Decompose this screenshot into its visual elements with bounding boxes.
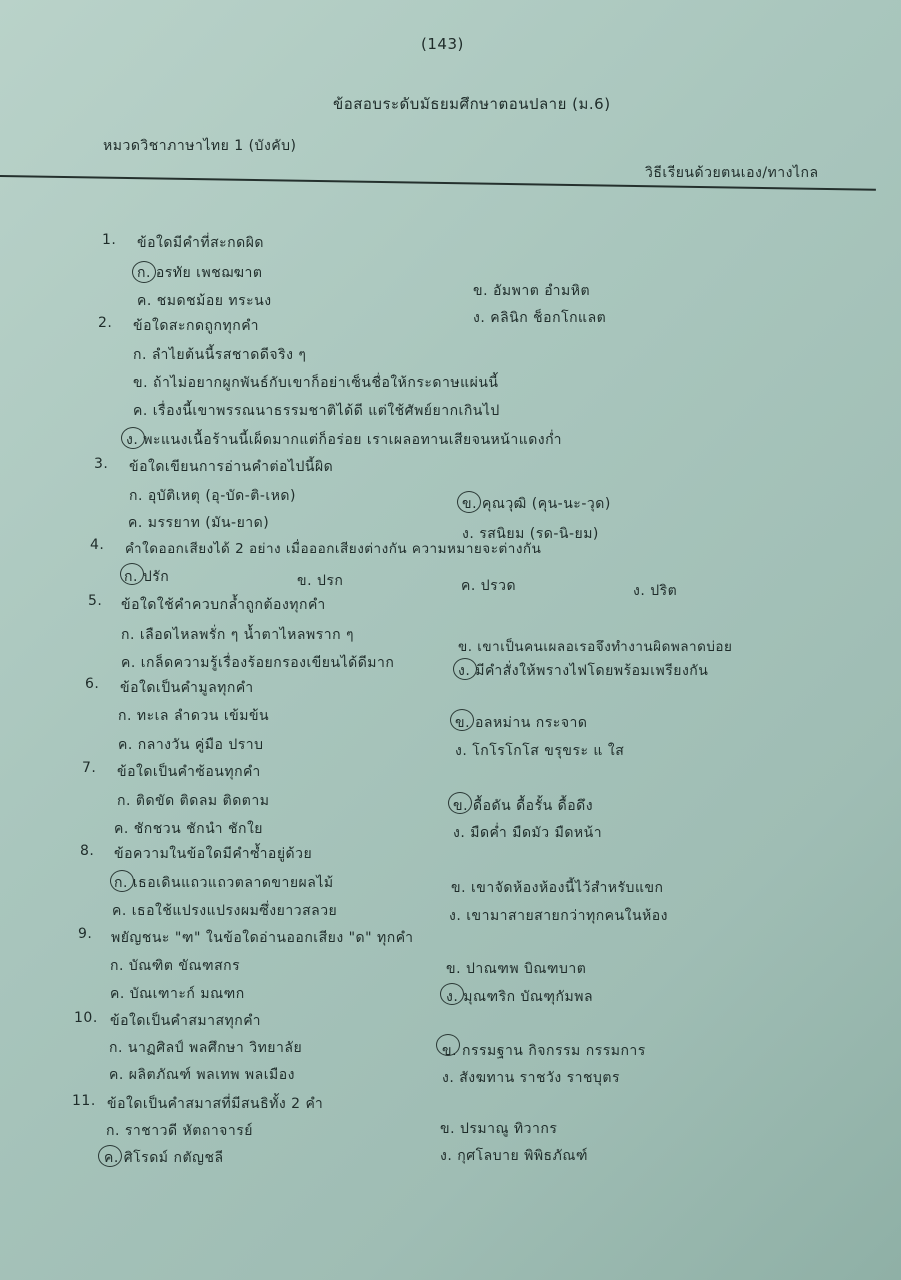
- option-c: ค. ผลิตภัณฑ์ พลเทพ พลเมือง: [109, 1067, 295, 1083]
- question-number: 5.: [88, 593, 103, 609]
- option-a: ก. อรทัย เพชฌฆาต: [137, 265, 263, 281]
- question-number: 11.: [72, 1093, 96, 1109]
- option-d: ง. มีคำสั่งให้พรางไฟโดยพร้อมเพรียงกัน: [458, 663, 709, 679]
- question-number: 7.: [82, 760, 97, 776]
- option-b: ข. กรรมฐาน กิจกรรม กรรมการ: [442, 1043, 646, 1059]
- option-c: ค. เรื่องนี้เขาพรรณนาธรรมชาติได้ดี แต่ใช้ศัพย์ยากเกินไป: [133, 403, 500, 419]
- option-b: ข. ถ้าไม่อยากผูกพันธ์กับเขาก็อย่าเซ็นชื่อให้กระดาษแผ่นนี้: [133, 375, 499, 391]
- question-text: ข้อใดเป็นคำสมาสทุกคำ: [110, 1013, 261, 1029]
- option-a: ก. ลำไยต้นนี้รสชาดดีจริง ๆ: [133, 347, 307, 363]
- option-a: ก. ราชาวดี หัตถาจารย์: [106, 1123, 253, 1139]
- question-number: 10.: [74, 1010, 98, 1026]
- option-a: ก. นาฏศิลป์ พลศึกษา วิทยาลัย: [109, 1040, 303, 1056]
- option-b: ข. อัมพาต อำมหิต: [473, 283, 591, 299]
- question-text: ข้อใดเป็นคำสมาสที่มีสนธิทั้ง 2 คำ: [107, 1096, 324, 1112]
- option-a: ก. บัณฑิต ขัณฑสกร: [110, 958, 241, 974]
- option-c: ค. เกล็ดความรู้เรื่องร้อยกรองเขียนได้ดีมาก: [121, 655, 395, 671]
- option-b: ข. ปรก: [297, 573, 344, 589]
- option-a: ก. ปรัก: [124, 569, 170, 585]
- option-d: ง. มุณฑริก บัณฑุกัมพล: [446, 989, 594, 1005]
- page-title: ข้อสอบระดับมัธยมศึกษาตอนปลาย (ม.6): [333, 95, 611, 113]
- option-a: ก. เลือดไหลพรั่ก ๆ น้ำตาไหลพราก ๆ: [121, 627, 355, 643]
- option-a: ก. ติดขัด ติดลม ติดตาม: [117, 793, 270, 809]
- option-d: ง. พะแนงเนื้อร้านนี้เผ็ดมากแต่ก็อร่อย เราเผลอทานเสียจนหน้าแดงก่ำ: [126, 432, 562, 448]
- option-a: ก. ทะเล ลำดวน เข้มข้น: [118, 708, 270, 724]
- option-c: ค. ปรวด: [461, 578, 517, 594]
- option-d: ง. คลินิก ช็อกโกแลต: [473, 310, 607, 326]
- question-text: ข้อใดเขียนการอ่านคำต่อไปนี้ผิด: [129, 459, 334, 475]
- option-d: ง. มืดค่ำ มืดมัว มืดหน้า: [453, 825, 603, 841]
- option-d: ง. รสนิยม (รด-นิ-ยม): [462, 526, 599, 542]
- option-b: ข. ปาณฑพ บิณฑบาต: [446, 961, 587, 977]
- question-number: 2.: [98, 315, 113, 331]
- option-a: ก. เธอเดินแถวแถวตลาดขายผลไม้: [114, 875, 334, 891]
- option-d: ง. สังฆทาน ราชวัง ราชบุตร: [442, 1070, 621, 1086]
- question-text: ข้อใดใช้คำควบกล้ำถูกต้องทุกคำ: [121, 597, 326, 613]
- page-number: (143): [421, 35, 464, 53]
- option-d: ง. โกโรโกโส ขรุขระ แ ใส: [455, 743, 625, 759]
- option-c: ค. ชักชวน ชักนำ ชักใย: [114, 821, 264, 837]
- option-c: ค. เธอใช้แปรงแปรงผมซึ่งยาวสลวย: [112, 903, 338, 919]
- question-text: ข้อใดสะกดถูกทุกคำ: [133, 318, 259, 334]
- question-number: 6.: [85, 676, 100, 692]
- option-b: ข. เขาเป็นคนเผลอเรอจึงทำงานผิดพลาดบ่อย: [458, 639, 733, 655]
- option-c: ค. กลางวัน คู่มือ ปราบ: [118, 737, 264, 753]
- option-c: ค. ศิโรดม์ กตัญชลี: [104, 1150, 224, 1166]
- option-d: ง. ปริต: [633, 583, 678, 599]
- option-b: ข. ดื้อดัน ดื้อรั้น ดื้อดึง: [453, 798, 594, 814]
- question-text: ข้อความในข้อใดมีคำซ้ำอยู่ด้วย: [114, 846, 313, 862]
- question-number: 4.: [90, 537, 105, 553]
- question-text: ข้อใดมีคำที่สะกดผิด: [137, 235, 265, 251]
- question-text: พยัญชนะ "ฑ" ในข้อใดอ่านออกเสียง "ด" ทุกคำ: [111, 930, 414, 946]
- option-b: ข. คุณวุฒิ (คุน-นะ-วุด): [462, 496, 611, 512]
- option-c: ค. มรรยาท (มัน-ยาด): [128, 515, 270, 531]
- option-d: ง. กุศโลบาย พิพิธภัณฑ์: [440, 1148, 588, 1164]
- option-b: ข. ปรมาณู ทิวากร: [440, 1121, 558, 1137]
- question-number: 1.: [102, 232, 117, 248]
- option-b: ข. อลหม่าน กระจาด: [455, 715, 588, 731]
- question-text: ข้อใดเป็นคำมูลทุกคำ: [120, 680, 254, 696]
- question-text: คำใดออกเสียงได้ 2 อย่าง เมื่อออกเสียงต่างกัน ความหมายจะต่างกัน: [125, 541, 542, 557]
- method-label: วิธีเรียนด้วยตนเอง/ทางไกล: [645, 165, 819, 181]
- option-c: ค. บัณเฑาะก์ มณฑก: [110, 986, 245, 1002]
- question-number: 8.: [80, 843, 95, 859]
- option-c: ค. ชมดชม้อย ทระนง: [137, 293, 272, 309]
- option-a: ก. อุบัติเหตุ (อุ-บัด-ติ-เหด): [129, 488, 296, 504]
- question-number: 9.: [78, 926, 93, 942]
- question-number: 3.: [94, 456, 109, 472]
- subject-label: หมวดวิชาภาษาไทย 1 (บังคับ): [103, 138, 297, 154]
- option-d: ง. เขามาสายสายกว่าทุกคนในห้อง: [449, 908, 668, 924]
- question-text: ข้อใดเป็นคำซ้อนทุกคำ: [117, 764, 261, 780]
- option-b: ข. เขาจัดห้องห้องนี้ไว้สำหรับแขก: [451, 880, 664, 896]
